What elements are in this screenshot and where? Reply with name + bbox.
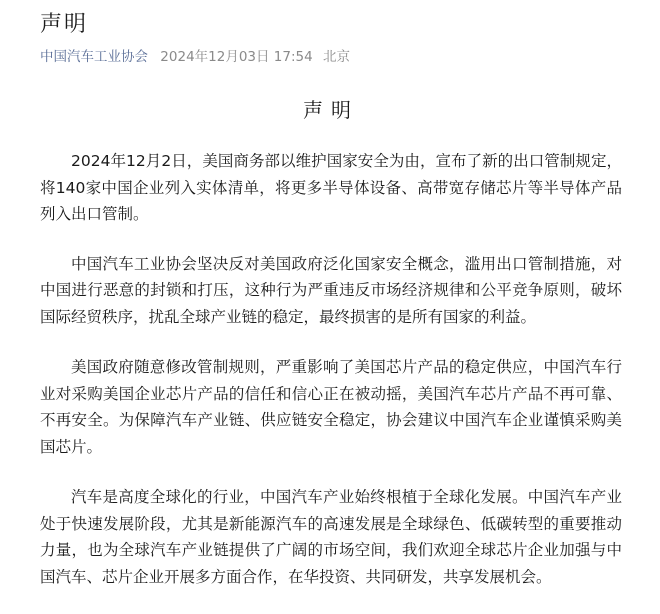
article-meta (40, 48, 350, 66)
paragraph: 美国政府随意修改管制规则，严重影响了美国芯片产品的稳定供应，中国汽车行业对采购美国企业芯片产品的信任和信心正在被动摇，美国汽车芯片产品不再可靠、不再安全。为保障汽车产业链、供应链安全稳定，协会建议中国汽车企业谨慎采购美国芯片。 (40, 358, 622, 456)
paragraph: 中国汽车工业协会坚决反对美国政府泛化国家安全概念，滥用出口管制措施，对中国进行恶意的封锁和打压，这种行为严重违反市场经济规律和公平竞争原则，破坏国际经贸秩序，扰乱全球产业链的稳定，最终损害的是所有国家的利益。 (40, 254, 622, 326)
article-content (40, 96, 622, 614)
article-title: 声明 (40, 12, 89, 37)
author-link[interactable]: 中国汽车工业协会 (40, 49, 148, 65)
content-heading: 声明 (303, 98, 359, 122)
paragraph: 2024年12月2日，美国商务部以维护国家安全为由，宣布了新的出口管制规定，将140家中国企业列入实体清单，将更多半导体设备、高带宽存储芯片等半导体产品列入出口管制。 (40, 152, 622, 223)
publish-location: 北京 (323, 49, 351, 65)
paragraph: 汽车是高度全球化的行业，中国汽车产业始终根植于全球化发展。中国汽车产业处于快速发展阶段，尤其是新能源汽车的高速发展是全球绿色、低碳转型的重要推动力量，也为全球汽车产业链提供了广阔的市场空间，我们欢迎全球芯片企业加强与中国汽车、芯片企业开展多方面合作，在华投资、共同研发，共享发展机会。 (40, 488, 622, 586)
publish-date: 2024年12月03日 17:54 (160, 49, 313, 65)
